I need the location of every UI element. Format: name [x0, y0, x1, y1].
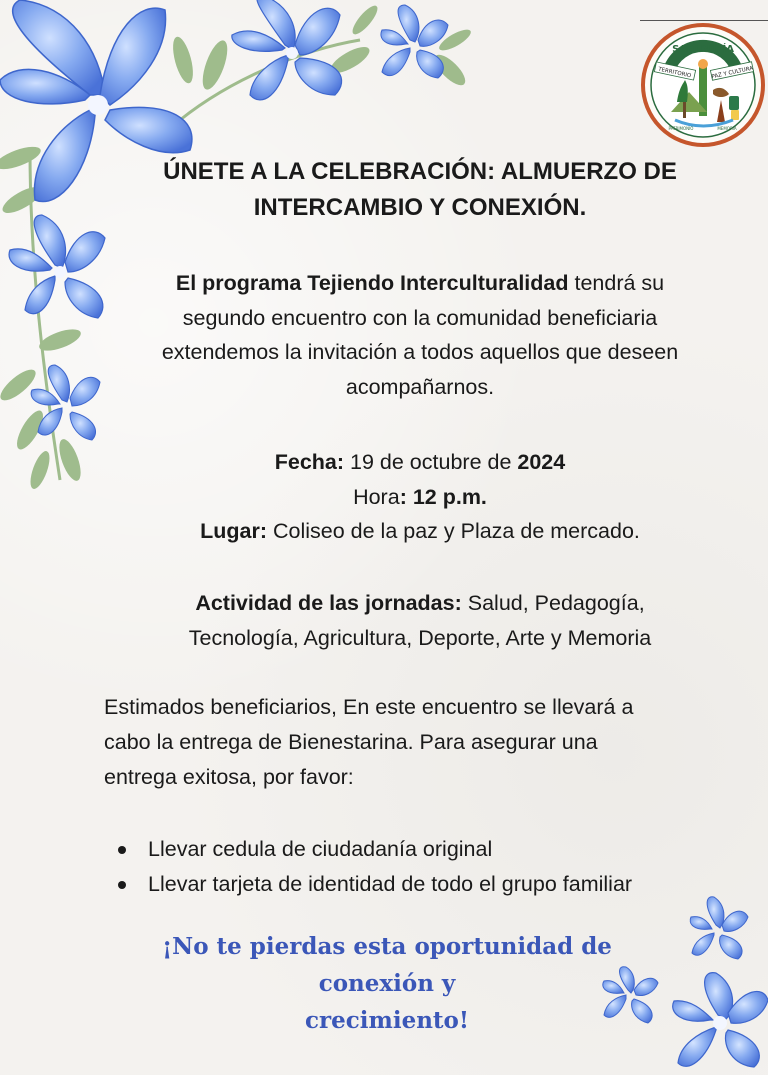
bullet-icon: [118, 846, 126, 854]
header-rule: [640, 20, 768, 21]
logo-top-text: SABIDURÍA: [672, 44, 734, 55]
program-name: El programa Tejiendo Interculturalidad: [175, 271, 569, 295]
flower-left-lower: [31, 365, 100, 440]
organization-logo: [641, 22, 765, 148]
event-date: Fecha: 19 de octubre de 2024: [274, 450, 566, 474]
bullet-icon: [118, 881, 126, 889]
logo-right-ribbon: PAZ Y CULTURA: [711, 65, 754, 81]
event-title: [100, 154, 740, 226]
flower-left-middle: [9, 215, 105, 318]
logo-left-ribbon: TERRITORIO: [657, 66, 692, 80]
event-activities: Actividad de las jornadas: Salud, Pedagogía, Tecnología, Agricultura, Deporte, Arte y Memoria: [188, 591, 652, 650]
requirements-list: [118, 832, 758, 902]
floral-decoration-top-left: [0, 0, 480, 500]
title-line: INTERCAMBIO Y CONEXIÓN.: [253, 194, 587, 221]
flower-small-top-right: [381, 5, 448, 78]
event-place: Lugar: Coliseo de la paz y Plaza de mercado.: [200, 519, 640, 543]
title-line: ÚNETE A LA CELEBRACIÓN: ALMUERZO DE: [163, 158, 677, 185]
event-time: Hora: 12 p.m.: [353, 484, 487, 509]
event-details: [100, 445, 740, 549]
beneficiaries-notice: Estimados beneficiarios, En este encuentro se llevará a cabo la entrega de Bienestarina. Para asegurar una entrega exitosa, por favor:: [104, 695, 634, 789]
logo-bottom-right: MEMORIA: [717, 126, 737, 131]
logo-bottom-left: PATRIMONIO: [668, 126, 694, 131]
list-item: Llevar tarjeta de identidad de todo el grupo familiar: [118, 867, 758, 902]
intro-paragraph: El programa Tejiendo Interculturalidad tendrá su segundo encuentro con la comunidad beneficiaria extendemos la invitación a todos aquellos que deseen acompañarnos.: [161, 271, 679, 399]
closing-message: ¡No te pierdas esta oportunidad de conexión y crecimiento!: [162, 933, 612, 1034]
list-item: Llevar cedula de ciudadanía original: [118, 832, 758, 867]
flower-top: [232, 0, 342, 100]
